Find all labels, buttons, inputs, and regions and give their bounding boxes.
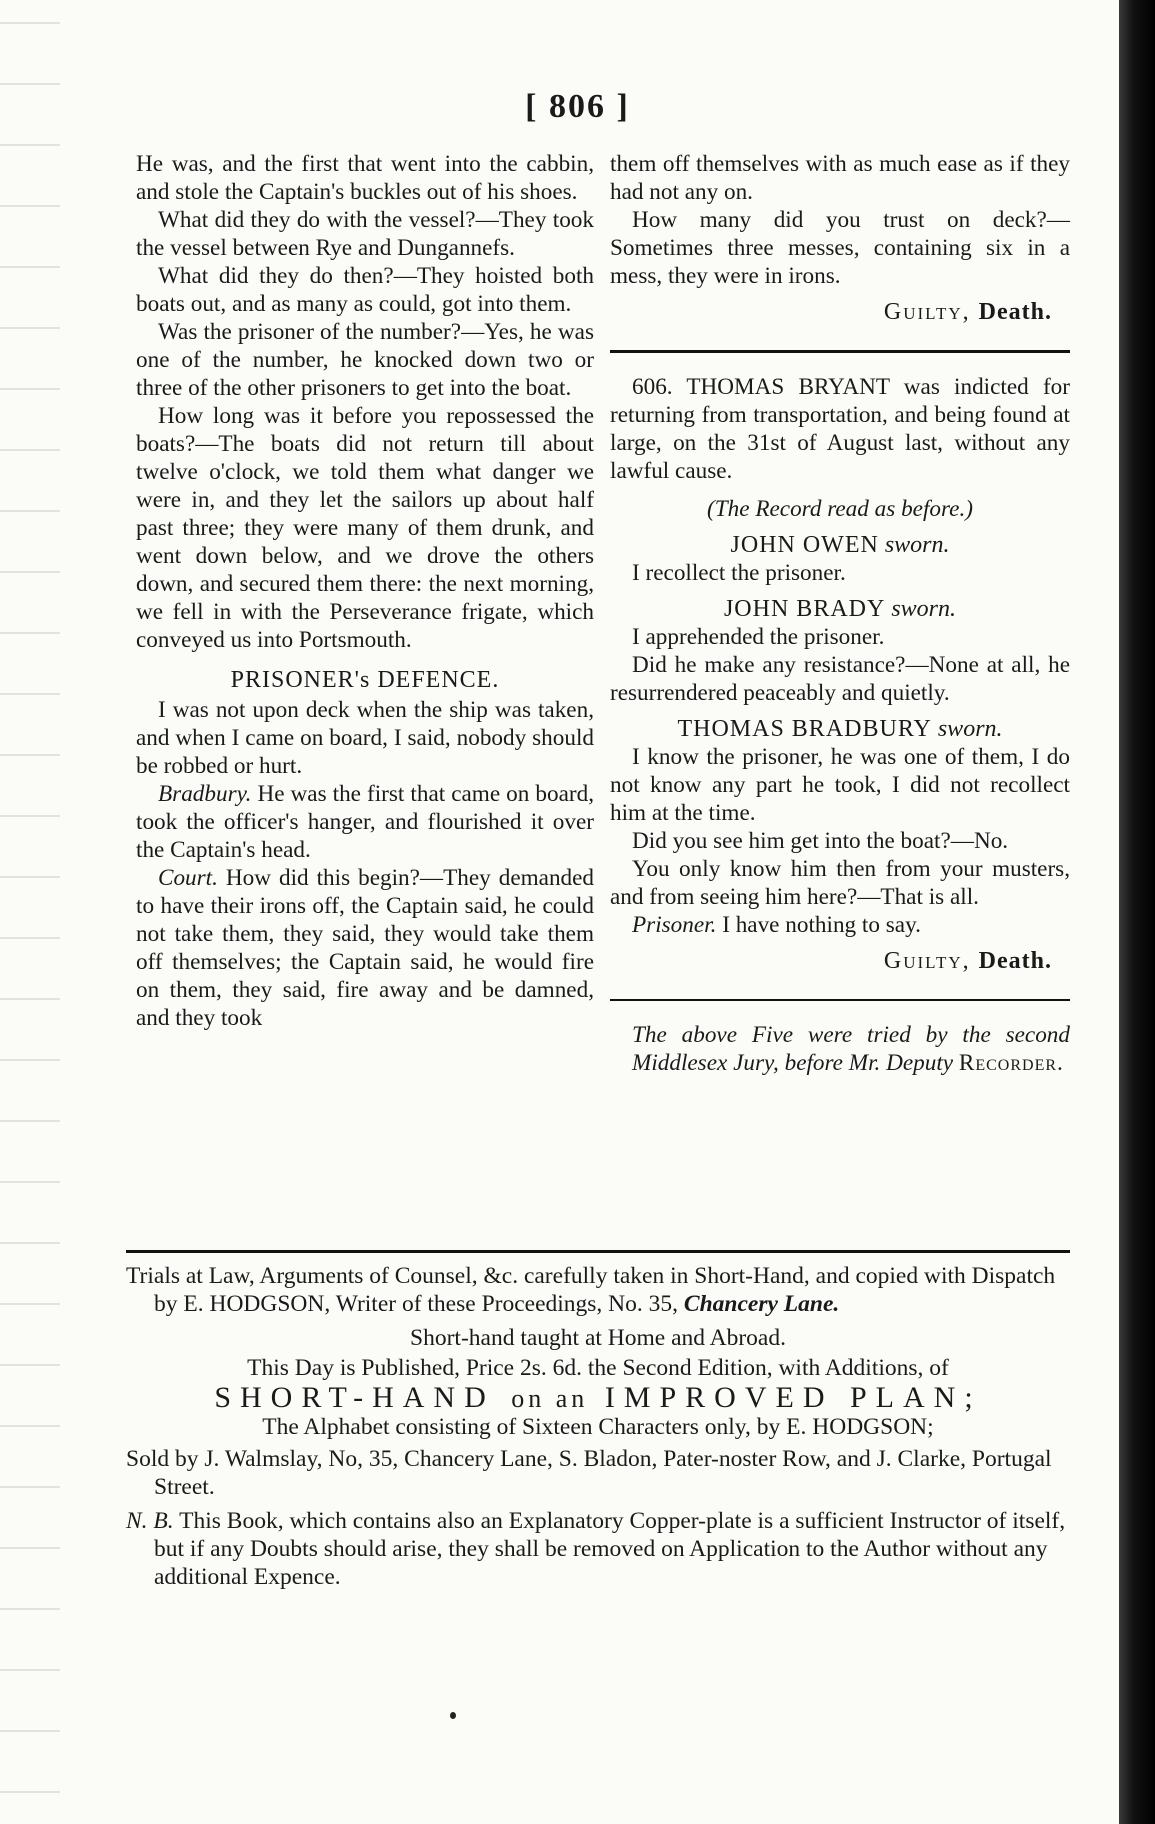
paragraph: Was the prisoner of the number?—Yes, he was one of the number, he knocked down two or three of the other prisoners to get into the boat. — [136, 319, 594, 401]
advert-intro — [126, 1262, 1070, 1318]
testimony-prisoner — [610, 911, 1070, 939]
verdict-guilty: Guilty, — [883, 948, 971, 974]
paragraph: I was not upon deck when the ship was taken, and when I came on board, I said, nobody should be robbed or hurt. — [136, 697, 594, 779]
book-title-b: IMPROVED PLAN; — [604, 1381, 982, 1414]
paragraph: them off themselves with as much ease as if they had not any on. — [610, 151, 1070, 205]
speaker-label: Court. — [158, 865, 218, 891]
paragraph: I know the prisoner, he was one of them, I do not know any part he took, I did not recollect him at the time. — [610, 744, 1070, 826]
nb-label: N. B. — [126, 1508, 174, 1534]
witness-name: JOHN BRADY — [723, 596, 886, 622]
witness-sworn: sworn. — [937, 716, 1003, 742]
advert-alphabet: The Alphabet consisting of Sixteen Characters only, by E. HODGSON; — [262, 1414, 934, 1440]
left-column — [136, 150, 594, 1032]
paragraph: How many did you trust on deck?—Sometimes three messes, containing six in a mess, they were in irons. — [610, 207, 1070, 289]
paragraph: Did you see him get into the boat?—No. — [632, 828, 1009, 854]
section-divider — [610, 999, 1070, 1001]
testimony-bradbury — [136, 780, 594, 864]
witness-heading — [610, 595, 1070, 623]
verdict-death: Death. — [978, 299, 1052, 325]
testimony-text: I have nothing to say. — [722, 912, 921, 938]
witness-heading — [610, 531, 1070, 559]
speaker-label: Bradbury. — [158, 781, 252, 807]
testimony-text: He was the first that came on board, took the officer's hanger, and flourished it over the Captain's head. — [136, 781, 594, 863]
paragraph: He was, and the first that went into the cabbin, and stole the Captain's buckles out of his shoes. — [136, 151, 594, 205]
scan-margin-noise — [0, 0, 60, 1824]
section-divider — [610, 350, 1070, 353]
advertisement — [126, 1262, 1070, 1591]
witness-name: JOHN OWEN — [730, 532, 879, 558]
advert-published: This Day is Published, Price 2s. 6d. the Second Edition, with Additions, of — [247, 1355, 949, 1381]
testimony-court — [136, 864, 594, 1032]
closing-recorder: Recorder. — [958, 1050, 1064, 1076]
closing-note-text: The above Five were tried by the second Middlesex Jury, before Mr. Deputy — [632, 1022, 1070, 1076]
book-title-on: on an — [511, 1384, 589, 1413]
verdict — [610, 298, 1052, 326]
paragraph: How long was it before you repossessed the boats?—The boats did not return till about twelve o'clock, we told them what danger we were in, and they let the sailors up about half past three; they were many of them drunk, and went down below, and we drove the others down, and secured them there: the next morning, we fell in with the Perseverance frigate, which conveyed us into Portsmouth. — [136, 403, 594, 653]
witness-name: THOMAS BRADBURY — [677, 716, 932, 742]
verdict-death: Death. — [978, 948, 1052, 974]
advert-place: Chancery Lane. — [683, 1291, 840, 1317]
advert-intro-text: Trials at Law, Arguments of Counsel, &c. carefully taken in Short-Hand, and copied with Dispatch by E. HODGSON, Writer of these Proceedings, No. 35, — [126, 1263, 1056, 1317]
book-title-a: SHORT-HAND — [214, 1381, 495, 1414]
paragraph: You only know him then from your musters, and from seeing him here?—That is all. — [610, 856, 1070, 910]
record-note: (The Record read as before.) — [707, 496, 973, 522]
scan-page-edge — [1119, 0, 1155, 1824]
paragraph: Did he make any resistance?—None at all, he resurrendered peaceably and quietly. — [610, 652, 1070, 706]
paragraph: I recollect the prisoner. — [632, 560, 846, 586]
speaker-label: Prisoner. — [632, 912, 717, 938]
paragraph: I apprehended the prisoner. — [632, 624, 885, 650]
witness-heading — [610, 715, 1070, 743]
advert-sold-by: Sold by J. Walmslay, No, 35, Chancery Lane, S. Bladon, Pater-noster Row, and J. Clarke, Portugal Street. — [126, 1446, 1052, 1500]
verdict-guilty: Guilty, — [883, 299, 971, 325]
page-number: [ 806 ] — [525, 88, 630, 125]
closing-note — [610, 1021, 1070, 1077]
paragraph: What did they do with the vessel?—They took the vessel between Rye and Dungannefs. — [136, 207, 594, 261]
case-indictment: 606. THOMAS BRYANT was indicted for returning from transportation, and being found at large, on the 31st of August last, without any lawful cause. — [610, 374, 1070, 484]
advert-note — [126, 1507, 1070, 1591]
book-title — [126, 1381, 1070, 1414]
nb-text: This Book, which contains also an Explanatory Copper-plate is a sufficient Instructor of itself, but if any Doubts should arise, they shall be removed on Application to the Author without any additional Expence. — [154, 1508, 1066, 1590]
defence-heading: PRISONER's DEFENCE. — [230, 667, 500, 693]
ink-speck — [450, 1712, 456, 1719]
testimony-text: How did this begin?—They demanded to have their irons off, the Captain said, he could not take them, they said, they would take them off themselves; the Captain said, he would fire on them, they said, fire away and be damned, and they took — [136, 865, 595, 1031]
witness-sworn: sworn. — [884, 532, 950, 558]
advert-taught: Short-hand taught at Home and Abroad. — [410, 1325, 786, 1351]
verdict — [610, 947, 1052, 975]
right-column — [610, 150, 1070, 1100]
advert-divider — [126, 1250, 1070, 1253]
paragraph: What did they do then?—They hoisted both boats out, and as many as could, got into them. — [136, 263, 594, 317]
witness-sworn: sworn. — [891, 596, 957, 622]
